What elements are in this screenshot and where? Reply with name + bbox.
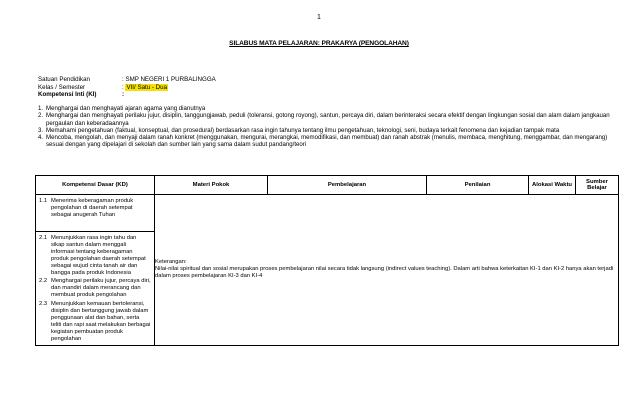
kd-number: 1.1 — [39, 198, 48, 204]
kd-cell-group2 — [36, 232, 155, 346]
core-competency-item — [38, 134, 613, 149]
page-title: SILABUS MATA PELAJARAN: PRAKARYA (PENGOLAHAN) — [229, 40, 409, 47]
syllabus-table — [35, 175, 619, 346]
core-competency-item — [38, 105, 613, 112]
ki-number: 4. — [38, 134, 44, 142]
header-sumber: Sumber Belajar — [576, 176, 619, 195]
kd-text: Menghargai perilaku jujur, percaya diri, dan mandiri dalam merancang dan membuat produk pengolahan — [51, 278, 151, 299]
header-pembelajaran: Pembelajaran — [268, 176, 427, 195]
kd-number: 2.2 — [39, 278, 48, 285]
meta-school-row — [38, 76, 216, 84]
ki-text: Mencoba, mengolah, dan menyaji dalam ranah konkret (menggunakan, mengurai, merangkai, memodifikasi, dan membuat) dan ranah abstrak (menulis, membaca, menghitung, menggambar, dan mengarang) sesuai dengan yang dipelajari di sekolah dan sumber lain yang sama dalam sudut pandang/teori — [46, 134, 608, 149]
header-alokasi: Alokasi Waktu — [529, 176, 576, 195]
table-row — [36, 195, 619, 232]
kd-item — [36, 278, 154, 301]
note-cell — [155, 195, 619, 346]
header-penilaian: Penilaian — [427, 176, 529, 195]
core-competency-list — [38, 105, 613, 149]
ki-label: Kompetensi Inti (KI) — [38, 91, 97, 98]
kd-text: Menunjukkan rasa ingin tahu dan sikap santun dalam menggali informasi tentang keberagaman produk pengolahan daerah setempat sebagai wujud cinta tanah air dan bangga pada produk Indonesia — [51, 235, 146, 276]
ki-colon: : — [122, 91, 125, 98]
kd-item — [36, 301, 154, 344]
kd-text: Menerima keberagaman produk pengolahan di daerah setempat sebagai anugerah Tuhan — [51, 198, 134, 218]
kd-number: 2.3 — [39, 301, 48, 308]
page-number: 1 — [317, 14, 321, 21]
class-value-highlight: VII/ Satu - Dua — [126, 83, 168, 91]
note-label: Keterangan: — [155, 259, 187, 266]
ki-text: Menghargai dan menghayati perilaku jujur, disiplin, tanggungjawab, peduli (toleransi, gotong royong), santun, percaya diri, dalam berinteraksi secara efektif dengan lingkungan sosial dan alam dalam jangkauan pergaulan dan keberadaannya — [46, 112, 610, 127]
meta-ki-row — [38, 91, 124, 99]
school-value: : SMP NEGERI 1 PURBALINGGA — [122, 76, 216, 83]
core-competency-item — [38, 127, 613, 134]
class-colon: : — [122, 83, 126, 91]
meta-class-row — [38, 84, 168, 92]
header-materi: Materi Pokok — [155, 176, 268, 195]
ki-text: Memahami pengetahuan (faktual, konseptual, dan prosedural) berdasarkan rasa ingin tahunya tentang ilmu pengetahuan, teknologi, seni, budaya terkait fenomena dan kejadian tampak mata — [46, 126, 560, 134]
ki-number: 2. — [38, 112, 44, 120]
kd-number: 2.1 — [39, 235, 48, 241]
kd-item — [36, 232, 154, 278]
header-kd: Kompetensi Dasar (KD) — [36, 176, 155, 195]
ki-number: 3. — [38, 126, 44, 134]
ki-text: Menghargai dan menghayati ajaran agama yang dianutnya — [46, 105, 206, 112]
core-competency-item — [38, 112, 613, 127]
kd-item — [36, 195, 154, 221]
class-label: Kelas / Semester — [38, 83, 86, 91]
note-text: Nilai-nilai spiritual dan sosial merupakan proses pembelajaran nilai secara tidak langsung (indirect values teaching). Dalam arti bahwa keterkaitan KI-1 dan KI-2 hanya akan terjadi dalam proses pembelajaran KI-3 dan KI-4 — [155, 266, 614, 280]
kd-text: Menunjukkan kemauan bertoleransi, disiplin dan bertanggung jawab dalam penggunaan alat dan bahan, serta teliti dan rapi saat melakukan berbagai kegiatan pembuatan produk pengolahan — [51, 301, 151, 342]
kd-cell-group1 — [36, 195, 155, 232]
table-header-row — [36, 176, 619, 195]
school-label: Satuan Pendidikan — [38, 76, 90, 83]
ki-number: 1. — [38, 105, 44, 112]
